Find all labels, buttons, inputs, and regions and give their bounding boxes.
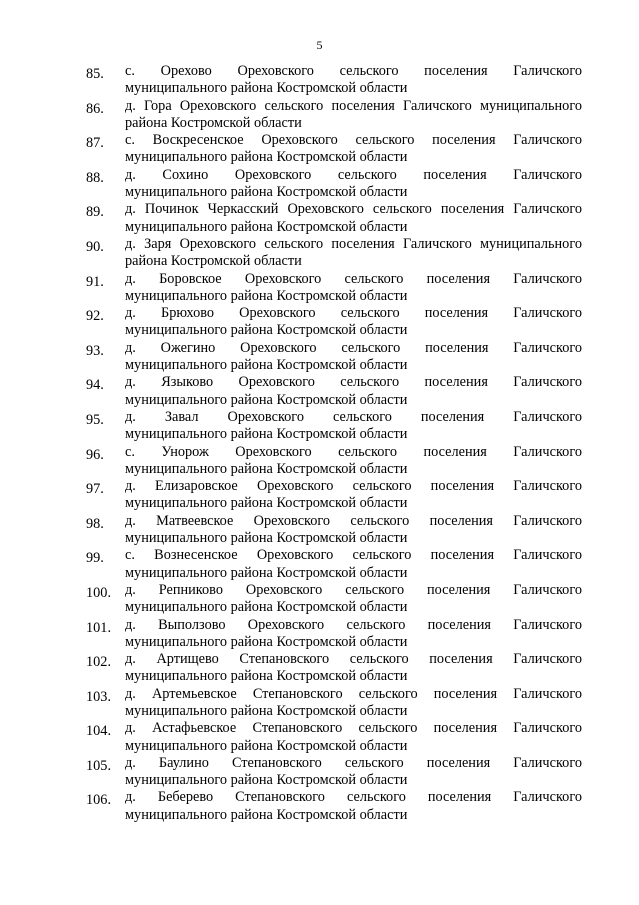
item-number: 94. [86, 377, 104, 394]
item-number: 96. [86, 446, 104, 463]
item-text [125, 340, 582, 375]
item-text-line-1: д. Артищево Степановского сельского поселения Галичского [125, 651, 582, 668]
item-text-line-2: муниципального района Костромской области [125, 322, 408, 339]
item-number: 105. [86, 757, 112, 774]
item-text-line-2: муниципального района Костромской области [125, 633, 408, 650]
list-item [86, 63, 582, 98]
list-item [86, 236, 582, 271]
item-text [125, 513, 582, 548]
settlement-list [86, 63, 582, 824]
item-text-line-1: д. Языково Ореховского сельского поселения Галичского [125, 374, 582, 391]
list-item [86, 201, 582, 236]
item-text-line-1: д. Ожегино Ореховского сельского поселения Галичского [125, 339, 582, 356]
item-text-line-1: д. Сохино Ореховского сельского поселения Галичского [125, 166, 582, 183]
item-text-line-2: муниципального района Костромской области [125, 599, 408, 616]
item-text-line-1: д. Завал Ореховского сельского поселения Галичского [125, 408, 582, 425]
item-number: 87. [86, 135, 104, 152]
item-number: 93. [86, 342, 104, 359]
item-text-line-2: муниципального района Костромской области [125, 218, 408, 235]
list-item [86, 651, 582, 686]
item-text [125, 547, 582, 582]
item-number: 91. [86, 273, 104, 290]
item-text-line-1: д. Боровское Ореховского сельского поселения Галичского [125, 270, 582, 287]
item-text-line-2: муниципального района Костромской области [125, 391, 408, 408]
item-number: 89. [86, 204, 104, 221]
item-text-line-1: с. Унорож Ореховского сельского поселения Галичского [125, 443, 582, 460]
item-text [125, 201, 582, 236]
list-item [86, 789, 582, 824]
list-item [86, 513, 582, 548]
item-text [125, 651, 582, 686]
list-item [86, 617, 582, 652]
item-number: 100. [86, 584, 112, 601]
item-text-line-2: муниципального района Костромской области [125, 149, 408, 166]
item-text-line-2: муниципального района Костромской области [125, 426, 408, 443]
list-item [86, 582, 582, 617]
item-text-line-1: д. Выползово Ореховского сельского поселения Галичского [125, 616, 582, 633]
item-text [125, 132, 582, 167]
item-number: 85. [86, 66, 104, 82]
item-text-line-2: муниципального района Костромской области [125, 495, 408, 512]
item-text-line-1: с. Орехово Ореховского сельского поселения Галичского [125, 63, 582, 79]
item-number: 104. [86, 723, 112, 740]
page-number: 5 [316, 38, 323, 52]
item-text-line-2: муниципального района Костромской области [125, 357, 408, 374]
list-item [86, 755, 582, 790]
list-item [86, 132, 582, 167]
item-number: 88. [86, 169, 104, 186]
item-text-line-1: д. Починок Черкасский Ореховского сельского поселения Галичского [125, 201, 582, 218]
item-number: 90. [86, 238, 104, 255]
item-number: 97. [86, 481, 104, 498]
item-text-line-1: д. Брюхово Ореховского сельского поселения Галичского [125, 305, 582, 322]
item-text-line-2: муниципального района Костромской области [125, 702, 408, 719]
item-text [125, 444, 582, 479]
list-item [86, 444, 582, 479]
item-number: 101. [86, 619, 112, 636]
item-text-line-2: муниципального района Костромской области [125, 184, 408, 201]
item-number: 102. [86, 654, 112, 671]
item-number: 98. [86, 515, 104, 532]
item-text-line-2: муниципального района Костромской области [125, 772, 408, 789]
item-text [125, 271, 582, 306]
list-item [86, 686, 582, 721]
item-text [125, 98, 582, 133]
item-text [125, 305, 582, 340]
list-item [86, 409, 582, 444]
item-text [125, 755, 582, 790]
item-text [125, 789, 582, 824]
list-item [86, 98, 582, 133]
item-number: 86. [86, 100, 104, 117]
item-text [125, 720, 582, 755]
item-text-line-2: муниципального района Костромской области [125, 80, 408, 97]
item-text-line-1: д. Елизаровское Ореховского сельского поселения Галичского [125, 478, 582, 495]
item-text-line-2: муниципального района Костромской области [125, 668, 408, 685]
list-item [86, 167, 582, 202]
item-text-line-1: д. Гора Ореховского сельского поселения Галичского муниципального [125, 97, 582, 114]
list-item [86, 340, 582, 375]
item-text-line-2: муниципального района Костромской области [125, 460, 408, 477]
item-text-line-2: муниципального района Костромской области [125, 287, 408, 304]
item-number: 106. [86, 792, 112, 809]
item-text-line-1: д. Матвеевское Ореховского сельского поселения Галичского [125, 512, 582, 529]
item-text [125, 617, 582, 652]
item-text-line-1: д. Артемьевское Степановского сельского поселения Галичского [125, 685, 582, 702]
item-text-line-1: д. Астафьевское Степановского сельского поселения Галичского [125, 720, 582, 737]
item-text [125, 374, 582, 409]
list-item [86, 720, 582, 755]
item-text-line-2: муниципального района Костромской области [125, 564, 408, 581]
item-text-line-1: д. Заря Ореховского сельского поселения Галичского муниципального [125, 235, 582, 252]
item-text-line-1: д. Беберево Степановского сельского поселения Галичского [125, 789, 582, 806]
item-number: 92. [86, 308, 104, 325]
list-item [86, 271, 582, 306]
item-text-line-2: муниципального района Костромской области [125, 806, 408, 823]
item-text-line-2: района Костромской области [125, 114, 302, 131]
item-text-line-2: района Костромской области [125, 253, 302, 270]
item-number: 95. [86, 411, 104, 428]
item-text [125, 478, 582, 513]
item-text [125, 167, 582, 202]
list-item [86, 305, 582, 340]
item-text-line-1: с. Вознесенское Ореховского сельского поселения Галичского [125, 547, 582, 564]
item-text-line-2: муниципального района Костромской области [125, 737, 408, 754]
item-text-line-1: д. Репниково Ореховского сельского поселения Галичского [125, 581, 582, 598]
list-item [86, 374, 582, 409]
item-number: 99. [86, 550, 104, 567]
list-item [86, 547, 582, 582]
list-item [86, 478, 582, 513]
item-text [125, 63, 582, 98]
item-text [125, 236, 582, 271]
item-text-line-2: муниципального района Костромской области [125, 530, 408, 547]
item-text-line-1: с. Воскресенское Ореховского сельского поселения Галичского [125, 132, 582, 149]
item-text-line-1: д. Баулино Степановского сельского поселения Галичского [125, 754, 582, 771]
item-text [125, 409, 582, 444]
item-text [125, 686, 582, 721]
item-text [125, 582, 582, 617]
item-number: 103. [86, 688, 112, 705]
